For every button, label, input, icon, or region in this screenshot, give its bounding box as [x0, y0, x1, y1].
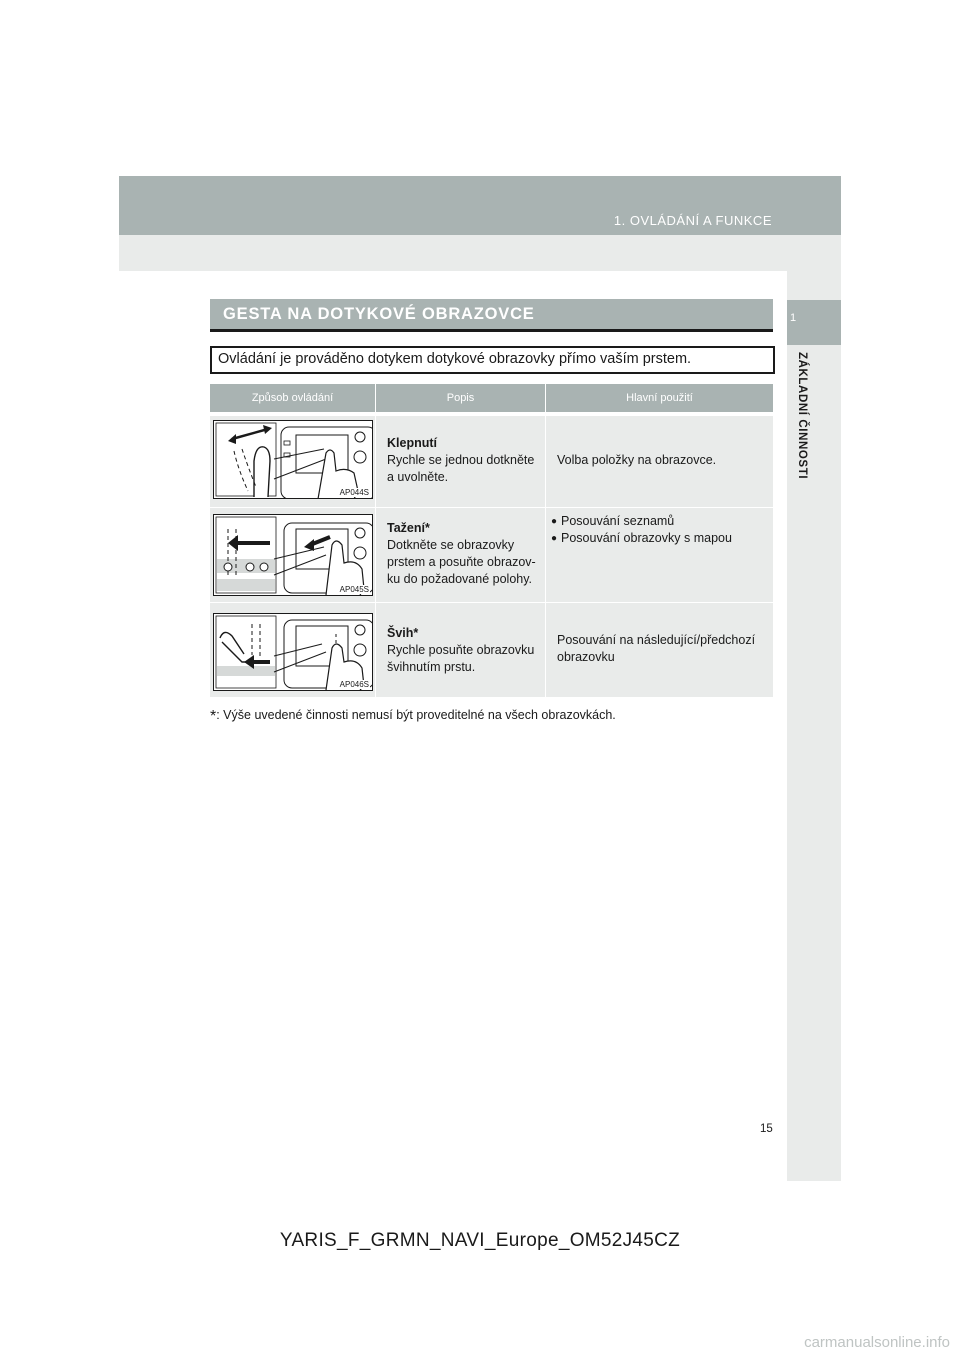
description-line: Rychle posuňte obrazovku	[387, 643, 535, 657]
tap-gesture-illustration-icon	[213, 420, 373, 499]
column-header-method: Způsob ovládání	[210, 384, 376, 412]
description-line: prstem a posuňte obrazov-	[387, 555, 536, 569]
intro-box	[210, 346, 775, 374]
table-row	[210, 416, 773, 507]
column-header-description: Popis	[376, 384, 546, 412]
description-line: ku do požadované polohy.	[387, 572, 533, 586]
usage-text: Posouvání na následující/předchozí	[557, 633, 756, 647]
description-cell	[376, 603, 546, 697]
bullet-icon: ●	[551, 533, 558, 544]
intro-text: Ovládání je prováděno dotykem dotykové obrazovky přímo vaším prstem.	[218, 351, 692, 367]
footnote-text: : Výše uvedené činnosti nemusí být proveditelné na všech obrazovkách.	[216, 708, 616, 722]
document-code: YARIS_F_GRMN_NAVI_Europe_OM52J45CZ	[279, 1230, 681, 1251]
image-code: AP045S	[339, 585, 369, 594]
description-cell	[376, 416, 546, 507]
usage-cell	[546, 508, 773, 602]
usage-text: Posouvání obrazovky s mapou	[561, 531, 732, 545]
table-row	[210, 603, 773, 697]
bullet-icon: ●	[551, 516, 558, 527]
table-header	[210, 384, 773, 412]
usage-text: Volba položky na obrazovce.	[557, 453, 717, 467]
description-cell	[376, 508, 546, 602]
usage-text: obrazovku	[557, 650, 615, 664]
image-code: AP046S	[339, 680, 369, 689]
drag-gesture-illustration-icon	[213, 514, 373, 596]
chapter-side-label: ZÁKLADNÍ ČINNOSTI	[796, 352, 808, 480]
usage-cell	[546, 416, 773, 507]
description-line: a uvolněte.	[387, 470, 449, 484]
section-title: GESTA NA DOTYKOVÉ OBRAZOVCE	[223, 305, 535, 323]
footnote	[210, 708, 616, 726]
method-cell	[210, 508, 376, 602]
method-cell	[210, 603, 376, 697]
gesture-name: Švih*	[387, 626, 419, 640]
chapter-tab-number: 1	[790, 312, 797, 324]
list-item	[551, 513, 732, 530]
table-row	[210, 508, 773, 602]
list-item	[551, 530, 732, 547]
gesture-name: Tažení*	[387, 521, 430, 535]
column-header-usage: Hlavní použití	[626, 392, 693, 404]
description-line: švihnutím prstu.	[387, 660, 476, 674]
page-number: 15	[760, 1123, 773, 1135]
usage-cell	[546, 603, 773, 697]
flick-gesture-illustration-icon	[213, 613, 373, 691]
gesture-name: Klepnutí	[387, 436, 437, 450]
chapter-header: 1. OVLÁDÁNÍ A FUNKCE	[613, 213, 772, 228]
method-cell	[210, 416, 376, 507]
header-lower-band	[119, 235, 841, 271]
usage-text-block	[557, 632, 755, 666]
section-title-bar	[210, 299, 773, 332]
description-line: Dotkněte se obrazovky	[387, 538, 515, 552]
image-code: AP044S	[339, 488, 369, 497]
description-line: Rychle se jednou dotkněte	[387, 453, 535, 467]
usage-text: Posouvání seznamů	[561, 514, 675, 528]
footnote-marker: *	[210, 708, 217, 725]
usage-list	[551, 513, 732, 547]
watermark: carmanualsonline.info	[804, 1334, 950, 1351]
